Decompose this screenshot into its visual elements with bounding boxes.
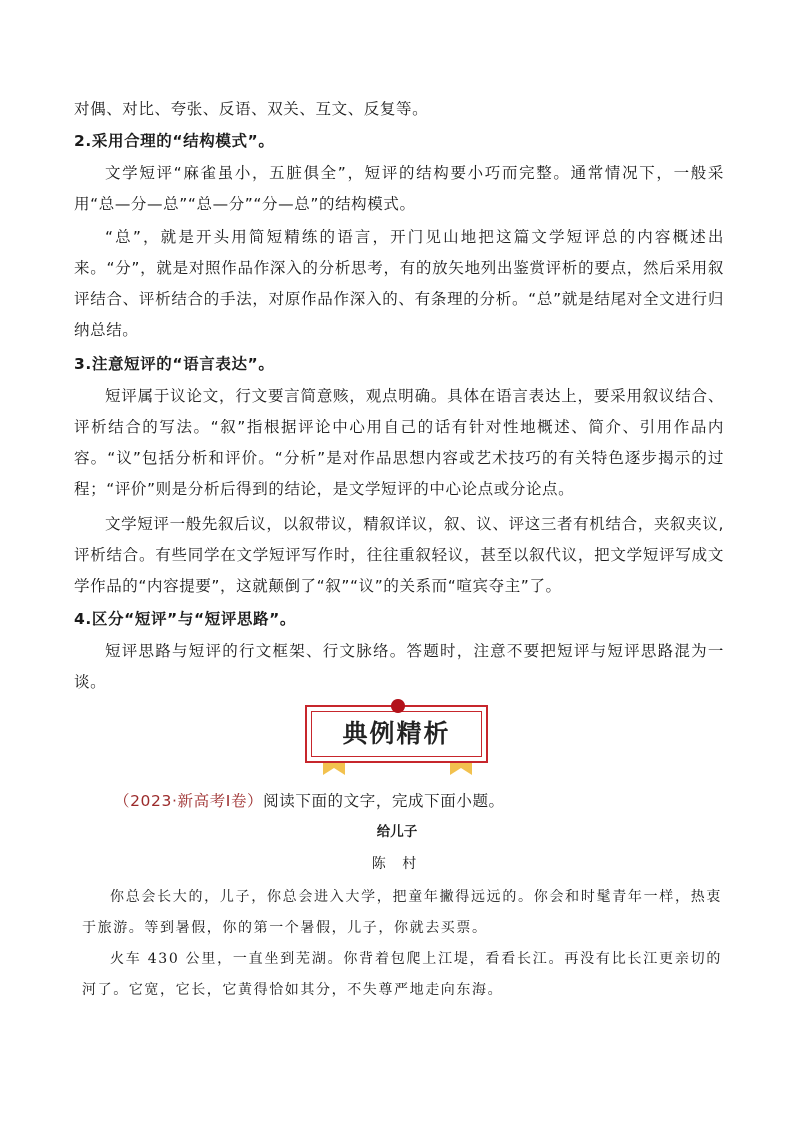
- example-instruction: 阅读下面的文字，完成下面小题。: [263, 792, 505, 810]
- section-heading-3: 3.注意短评的“语言表达”。: [74, 355, 275, 373]
- paragraph-2a: 文学短评“麻雀虽小，五脏俱全”，短评的结构要小巧而完整。通常情况下，一般采用“总—分—总”“总—分”“分—总”的结构模式。: [74, 164, 724, 213]
- section-heading-4: 4.区分“短评”与“短评思路”。: [74, 610, 297, 628]
- paragraph-4: 短评思路与短评的行文框架、行文脉络。答题时，注意不要把短评与短评思路混为一谈。: [74, 642, 724, 691]
- intro-line: 对偶、对比、夸张、反语、双关、互文、反复等。: [74, 100, 429, 118]
- banner-title: 典例精析: [342, 719, 451, 748]
- section-heading-2: 2.采用合理的“结构模式”。: [74, 132, 275, 150]
- example-banner: [305, 703, 490, 773]
- paragraph-2b: “总”，就是开头用简短精练的语言，开门见山地把这篇文学短评总的内容概述出来。“分”，就是对照作品作深入的分析思考，有的放矢地列出鉴赏评析的要点，然后采用叙评结合、评析结合的手法，对原作品作深入的、有条理的分析。“总”就是结尾对全文进行归纳总结。: [74, 228, 724, 339]
- poem-title: 给儿子: [376, 824, 418, 840]
- paragraph-3b: 文学短评一般先叙后议，以叙带议，精叙详议，叙、议、评这三者有机结合，夹叙夹议,评析结合。有些同学在文学短评写作时，往往重叙轻议，甚至以叙代议，把文学短评写成文学作品的“内容提要”，这就颠倒了“叙”“议”的关系而“喧宾夺主”了。: [74, 515, 724, 595]
- poem-author: 陈 村: [371, 856, 423, 872]
- banner-pin-icon: [391, 699, 405, 713]
- example-source: （2023·新高考Ⅰ卷）: [114, 792, 264, 810]
- example-prompt: [114, 786, 505, 817]
- poem-paragraph-2: 火车 430 公里，一直坐到芜湖。你背着包爬上江堤，看看长江。再没有比长江更亲切的河了。它宽，它长，它黄得恰如其分，不失尊严地走向东海。: [82, 951, 722, 998]
- paragraph-3a: 短评属于议论文，行文要言简意赅，观点明确。具体在语言表达上，要采用叙议结合、评析结合的写法。“叙”指根据评论中心用自己的话有针对性地概述、简介、引用作品内容。“议”包括分析和评价。“分析”是对作品思想内容或艺术技巧的有关特色逐步揭示的过程；“评价”则是分析后得到的结论，是文学短评的中心论点或分论点。: [74, 387, 724, 498]
- poem-paragraph-1: 你总会长大的，儿子，你总会进入大学，把童年撇得远远的。你会和时髦青年一样，热衷于旅游。等到暑假，你的第一个暑假，儿子，你就去买票。: [82, 889, 722, 936]
